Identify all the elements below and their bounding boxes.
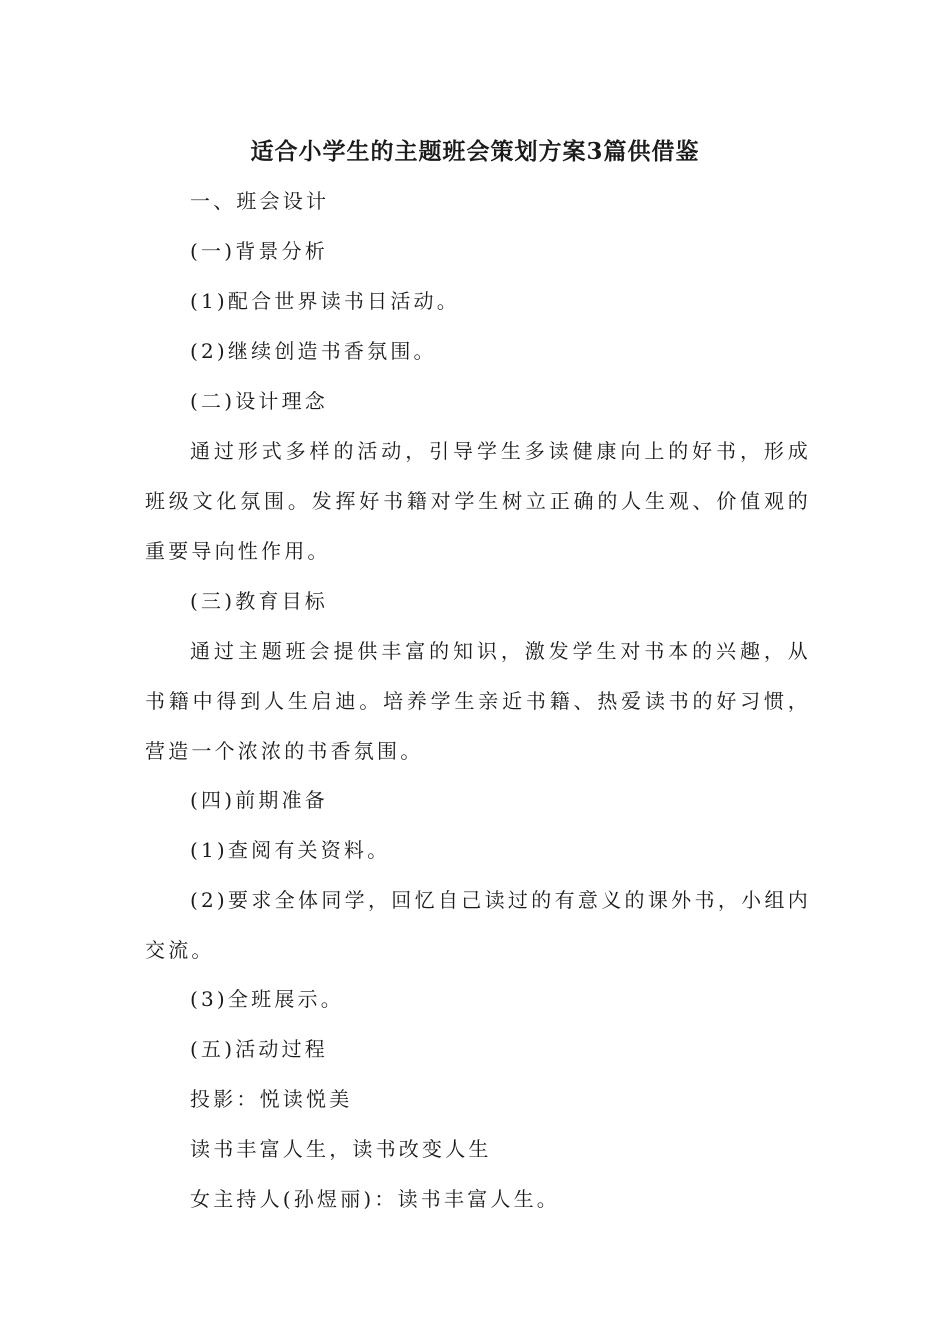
subsection-heading: (二)设计理念 [190,389,329,413]
section-heading: 一、班会设计 [190,189,330,213]
subsection-heading: (一)背景分析 [190,239,329,263]
subsection-heading: (三)教育目标 [190,589,329,613]
subsection-heading: (四)前期准备 [190,788,329,812]
list-item: (1)配合世界读书日活动。 [190,289,460,313]
body-line: 读书丰富人生，读书改变人生 [190,1137,492,1161]
subsection-heading: (五)活动过程 [190,1037,329,1061]
body-paragraph: 通过主题班会提供丰富的知识，激发学生对书本的兴趣，从书籍中得到人生启迪。培养学生亲近书籍、热爱读书的好习惯，营造一个浓浓的书香氛围。 [145,639,811,763]
list-item: (1)查阅有关资料。 [190,838,391,862]
body-line: 女主持人(孙煜丽)：读书丰富人生。 [190,1187,561,1211]
list-item: (2)继续创造书香氛围。 [190,339,437,363]
document-title: 适合小学生的主题班会策划方案3篇供借鉴 [250,138,700,165]
body-paragraph: 通过形式多样的活动，引导学生多读健康向上的好书，形成班级文化氛围。发挥好书籍对学生树立正确的人生观、价值观的重要导向性作用。 [145,439,811,563]
body-line: 投影：悦读悦美 [190,1087,353,1111]
list-item: (3)全班展示。 [190,987,344,1011]
list-item: (2)要求全体同学，回忆自己读过的有意义的课外书，小组内交流。 [145,888,811,962]
